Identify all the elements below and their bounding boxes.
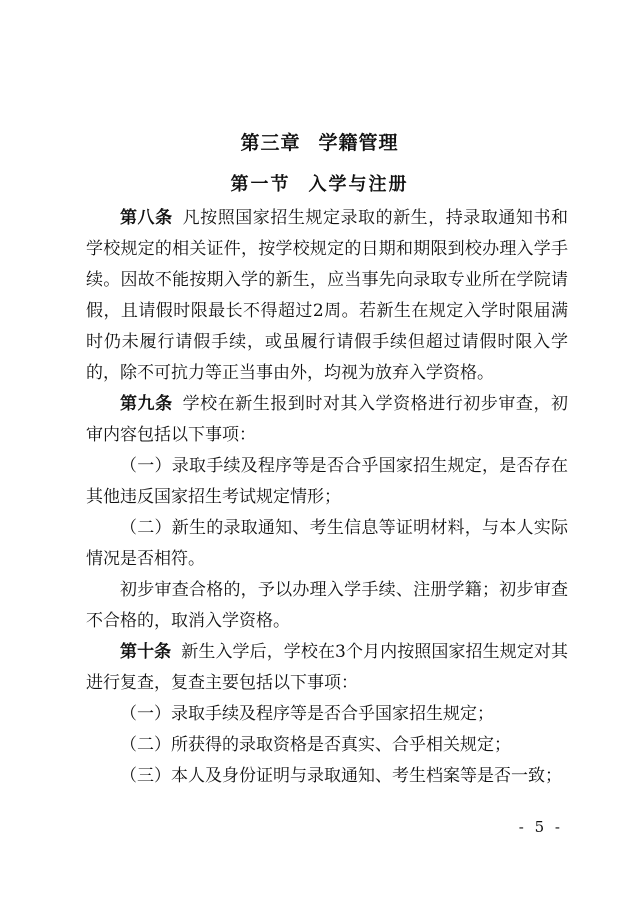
paragraph-text: 新生入学后，学校在3个月内按照国家招生规定对其进行复查，复查主要包括以下事项： (86, 642, 568, 693)
page-number: - 5 - (518, 818, 563, 836)
paragraph-text: （三）本人及身份证明与录取通知、考生档案等是否一致； (120, 766, 562, 786)
paragraph-text: 学校在新生报到时对其入学资格进行初步审查，初审内容包括以下事项： (86, 394, 568, 445)
section-title (0, 170, 639, 196)
paragraph-text: 凡按照国家招生规定录取的新生，持录取通知书和学校规定的相关证件，按学校规定的日期和期限到校办理入学手续。因故不能按期入学的新生，应当事先向录取专业所在学院请假，且请假时限最长不得超过2周。若新生在规定入学时限届满时仍未履行请假手续，或虽履行请假手续但超过请假时限入学的，除不可抗力等正当事由外，均视为放弃入学资格。 (86, 208, 568, 383)
paragraph-text: （二）新生的录取通知、考生信息等证明材料，与本人实际情况是否相符。 (86, 518, 568, 569)
paragraph (86, 575, 568, 637)
paragraph (86, 451, 568, 513)
chapter-name: 学籍管理 (318, 132, 399, 154)
paragraph (86, 389, 568, 451)
article-number: 第八条 (120, 208, 173, 228)
paragraph-text: （二）所获得的录取资格是否真实、合乎相关规定； (120, 735, 511, 755)
paragraph (86, 513, 568, 575)
paragraph-text: （一）录取手续及程序等是否合乎国家招生规定，是否存在其他违反国家招生考试规定情形； (86, 456, 568, 507)
paragraph (86, 203, 568, 389)
paragraph-text: 初步审查合格的，予以办理入学手续、注册学籍；初步审查不合格的，取消入学资格。 (86, 580, 568, 631)
article-number: 第九条 (120, 394, 173, 414)
document-body (86, 203, 568, 792)
paragraph (86, 730, 568, 761)
section-name: 入学与注册 (308, 174, 409, 195)
paragraph-text: （一）录取手续及程序等是否合乎国家招生规定； (120, 704, 494, 724)
article-number: 第十条 (120, 642, 172, 662)
chapter-label: 第三章 (240, 132, 301, 154)
paragraph (86, 761, 568, 792)
paragraph (86, 637, 568, 699)
paragraph (86, 699, 568, 730)
section-label: 第一节 (230, 174, 291, 195)
chapter-title (0, 128, 639, 155)
